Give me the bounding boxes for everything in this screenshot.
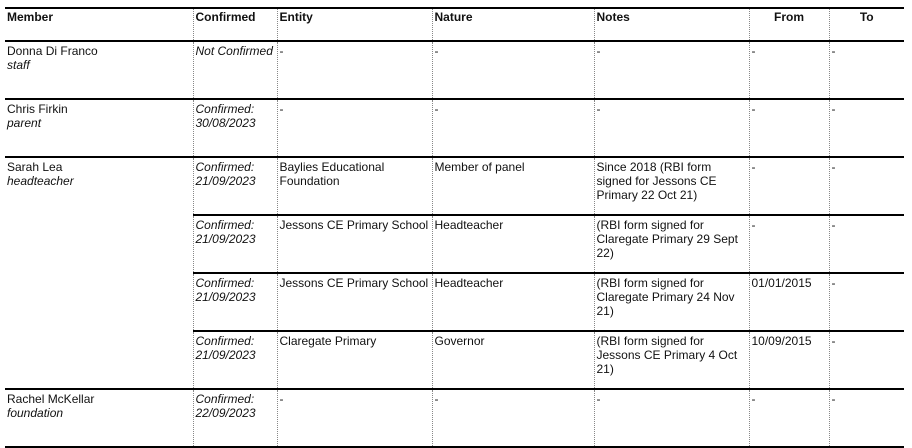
confirmed-cell: Confirmed: 21/09/2023: [193, 331, 277, 389]
to-cell: -: [829, 157, 904, 215]
member-role: foundation: [7, 406, 64, 420]
column-header-to: To: [829, 8, 904, 41]
nature-cell: -: [432, 389, 594, 447]
entity-cell: Baylies Educational Foundation: [277, 157, 432, 215]
column-header-entity: Entity: [277, 8, 432, 41]
confirmed-cell: Confirmed: 21/09/2023: [193, 273, 277, 331]
member-name: Chris Firkin: [7, 102, 68, 116]
confirmed-cell: Confirmed: 21/09/2023: [193, 157, 277, 215]
column-header-nature: Nature: [432, 8, 594, 41]
column-header-confirmed: Confirmed: [193, 8, 277, 41]
to-cell: -: [829, 273, 904, 331]
header-row: [5, 8, 904, 41]
member-name: Sarah Lea: [7, 160, 63, 174]
member-name: Donna Di Franco: [7, 44, 98, 58]
from-cell: -: [749, 389, 829, 447]
table-row: [5, 99, 904, 157]
table-row: [5, 41, 904, 99]
register-of-interests-table: [5, 7, 904, 448]
table-row: [5, 389, 904, 447]
column-header-notes: Notes: [594, 8, 749, 41]
entity-cell: Jessons CE Primary School: [277, 273, 432, 331]
entity-cell: Jessons CE Primary School: [277, 215, 432, 273]
register-body: [5, 41, 904, 447]
from-cell: 10/09/2015: [749, 331, 829, 389]
confirmed-cell: Confirmed: 22/09/2023: [193, 389, 277, 447]
confirmed-cell: Confirmed: 30/08/2023: [193, 99, 277, 157]
member-role: headteacher: [7, 174, 74, 188]
member-cell: [5, 157, 193, 389]
nature-cell: Headteacher: [432, 273, 594, 331]
from-cell: -: [749, 157, 829, 215]
member-cell: [5, 41, 193, 99]
to-cell: -: [829, 215, 904, 273]
column-header-member: Member: [5, 8, 193, 41]
notes-cell: -: [594, 41, 749, 99]
nature-cell: Headteacher: [432, 215, 594, 273]
to-cell: -: [829, 331, 904, 389]
member-role: parent: [7, 116, 42, 130]
notes-cell: -: [594, 99, 749, 157]
from-cell: -: [749, 215, 829, 273]
nature-cell: -: [432, 99, 594, 157]
to-cell: -: [829, 389, 904, 447]
nature-cell: Member of panel: [432, 157, 594, 215]
member-cell: [5, 389, 193, 447]
entity-cell: -: [277, 41, 432, 99]
notes-cell: -: [594, 389, 749, 447]
column-header-from: From: [749, 8, 829, 41]
to-cell: -: [829, 99, 904, 157]
confirmed-cell: Confirmed: 21/09/2023: [193, 215, 277, 273]
member-name: Rachel McKellar: [7, 392, 95, 406]
member-cell: [5, 99, 193, 157]
entity-cell: -: [277, 389, 432, 447]
table-row: [5, 157, 904, 215]
nature-cell: -: [432, 41, 594, 99]
notes-cell: (RBI form signed for Claregate Primary 29 Sept 22): [594, 215, 749, 273]
from-cell: -: [749, 99, 829, 157]
member-role: staff: [7, 58, 30, 72]
entity-cell: -: [277, 99, 432, 157]
notes-cell: (RBI form signed for Jessons CE Primary 4 Oct 21): [594, 331, 749, 389]
to-cell: -: [829, 41, 904, 99]
entity-cell: Claregate Primary: [277, 331, 432, 389]
notes-cell: (RBI form signed for Claregate Primary 24 Nov 21): [594, 273, 749, 331]
from-cell: -: [749, 41, 829, 99]
confirmed-cell: Not Confirmed: [193, 41, 277, 99]
notes-cell: Since 2018 (RBI form signed for Jessons CE Primary 22 Oct 21): [594, 157, 749, 215]
from-cell: 01/01/2015: [749, 273, 829, 331]
nature-cell: Governor: [432, 331, 594, 389]
